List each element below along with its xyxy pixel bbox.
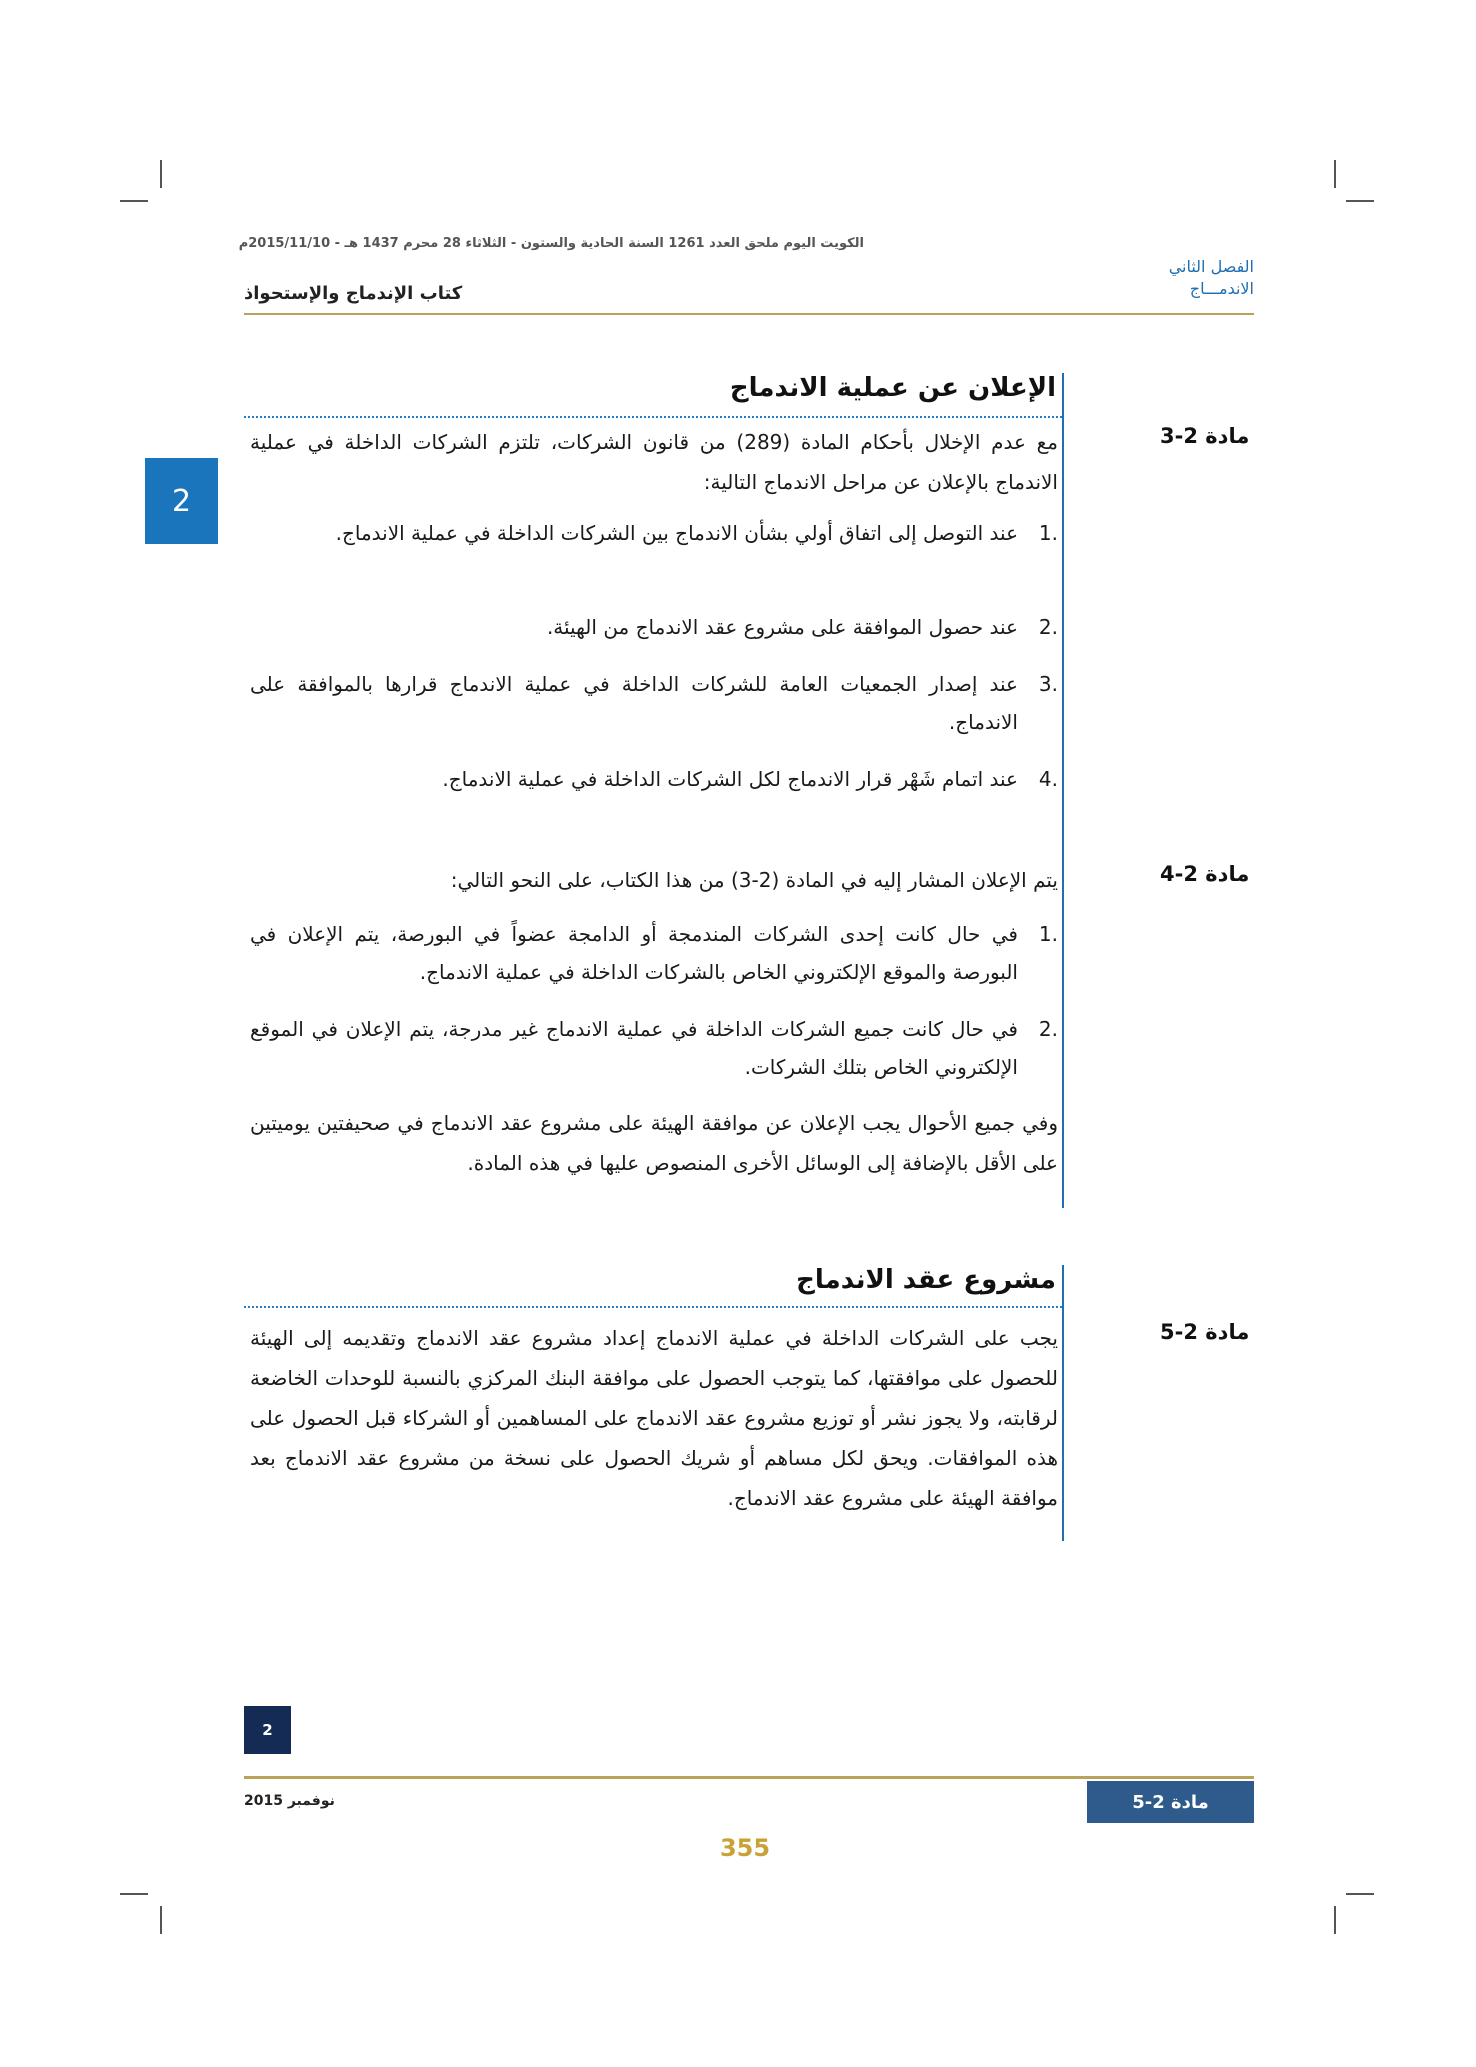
item-text: في حال كانت إحدى الشركات المندمجة أو الدامجة عضواً في البورصة، يتم الإعلان في البورصة والموقع الإلكتروني الخاص بالشركات الداخلة في عملية الاندماج. [250, 922, 1018, 984]
header-divider [244, 313, 1254, 315]
article-text: يجب على الشركات الداخلة في عملية الاندماج إعداد مشروع عقد الاندماج وتقديمه إلى الهيئة للحصول على موافقتها، كما يتوجب الحصول على موافقة البنك المركزي بالنسبة للوحدات الخاضعة لرقابته، ولا يجوز نشر أو توزيع مشروع عقد الاندماج على المساهمين أو الشركاء قبل الحصول على هذه الموافقات. ويحق لكل مساهم أو شريك الحصول على نسخة من مشروع عقد الاندماج بعد موافقة الهيئة على مشروع عقد الاندماج. [250, 1326, 1058, 1510]
item-text: عند اتمام شَهْر قرار الاندماج لكل الشركات الداخلة في عملية الاندماج. [442, 767, 1018, 791]
crop-mark [160, 1906, 162, 1934]
section-heading: مشروع عقد الاندماج [796, 1265, 1056, 1295]
crop-mark [1334, 1906, 1336, 1934]
section-heading: الإعلان عن عملية الاندماج [729, 373, 1056, 403]
article-label: مادة 2-3 [1160, 424, 1250, 448]
item-number: 1. [1038, 922, 1058, 946]
heading-divider [244, 1306, 1062, 1308]
footer-divider [244, 1776, 1254, 1779]
crop-mark [120, 200, 148, 202]
section-rule [1062, 373, 1064, 1208]
crop-mark [1346, 1893, 1374, 1895]
list-item [250, 665, 1058, 741]
item-text: عند حصول الموافقة على مشروع عقد الاندماج من الهيئة. [546, 615, 1018, 639]
chapter-side-tab: 2 [145, 458, 218, 544]
chapter-topic: الاندمـــاج [1189, 279, 1254, 298]
book-title: كتاب الإندماج والإستحواذ [244, 283, 463, 304]
item-number: 4. [1038, 767, 1058, 791]
footer-date: نوفمبر 2015 [244, 1793, 335, 1809]
article-intro: يتم الإعلان المشار إليه في المادة (2-3) من هذا الكتاب، على النحو التالي: [450, 868, 1058, 892]
item-number: 1. [1038, 521, 1058, 545]
item-text: في حال كانت جميع الشركات الداخلة في عملية الاندماج غير مدرجة، يتم الإعلان في الموقع الإلكتروني الخاص بتلك الشركات. [250, 1017, 1018, 1079]
item-text: عند إصدار الجمعيات العامة للشركات الداخلة في عملية الاندماج قرارها بالموافقة على الاندماج. [250, 672, 1018, 734]
section-rule [1062, 1265, 1064, 1541]
item-number: 3. [1038, 672, 1058, 696]
list-item [250, 760, 1058, 798]
item-number: 2. [1038, 1017, 1058, 1041]
crop-mark [1334, 160, 1336, 188]
footer-article-label: مادة 2-5 [1087, 1781, 1254, 1823]
chapter-info [1169, 256, 1254, 300]
list-item [250, 915, 1058, 991]
list-item [250, 1010, 1058, 1086]
article-closing: وفي جميع الأحوال يجب الإعلان عن موافقة الهيئة على مشروع عقد الاندماج في صحيفتين يوميتين على الأقل بالإضافة إلى الوسائل الأخرى المنصوص عليها في هذه المادة. [250, 1111, 1058, 1175]
crop-mark [1346, 200, 1374, 202]
heading-divider [244, 416, 1062, 418]
chapter-page-box: 2 [244, 1706, 291, 1754]
gazette-line: الكويت اليوم ملحق العدد 1261 السنة الحادية والستون - الثلاثاء 28 محرم 1437 هـ - 2015/11/10م [238, 236, 864, 251]
page-number: 355 [719, 1834, 771, 1862]
article-label: مادة 2-4 [1160, 862, 1250, 886]
list-item [250, 608, 1058, 646]
article-label: مادة 2-5 [1160, 1320, 1250, 1344]
list-item [250, 514, 1058, 552]
item-text: عند التوصل إلى اتفاق أولي بشأن الاندماج بين الشركات الداخلة في عملية الاندماج. [335, 521, 1018, 545]
article-intro: مع عدم الإخلال بأحكام المادة (289) من قانون الشركات، تلتزم الشركات الداخلة في عملية الاندماج بالإعلان عن مراحل الاندماج التالية: [250, 430, 1058, 494]
item-number: 2. [1038, 615, 1058, 639]
chapter-title: الفصل الثاني [1168, 257, 1254, 276]
crop-mark [160, 160, 162, 188]
crop-mark [120, 1893, 148, 1895]
